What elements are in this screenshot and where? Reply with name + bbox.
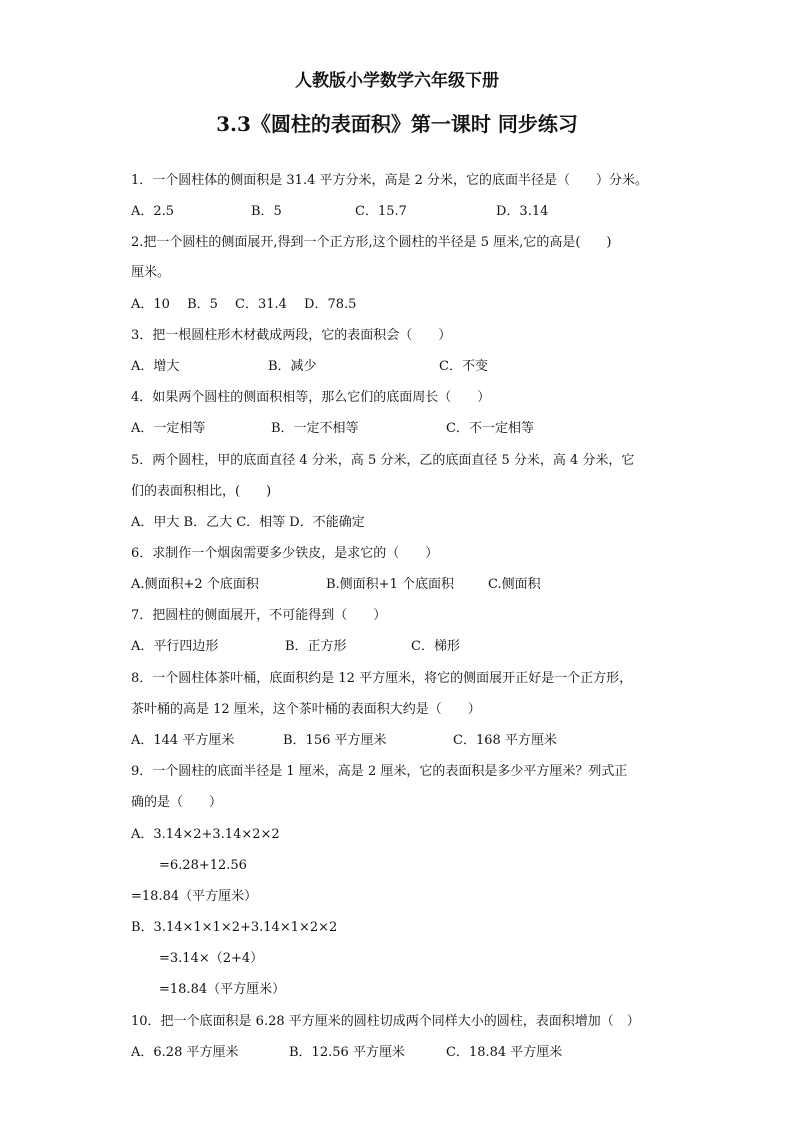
question-7-option-c: C．梯形 bbox=[411, 639, 460, 654]
question-5-text-line2: 们的表面积相比，( ) bbox=[131, 484, 272, 499]
question-1-option-d: D．3.14 bbox=[496, 204, 549, 219]
question-4-text: 4．如果两个圆柱的侧面积相等，那么它们的底面周长（ ） bbox=[131, 390, 491, 405]
question-5-options: A．甲大 B．乙大 C．相等 D．不能确定 bbox=[131, 515, 365, 530]
question-1-option-a: A．2.5 bbox=[131, 204, 175, 219]
question-9-option-a-line3: =18.84（平方厘米） bbox=[131, 889, 258, 904]
question-4-option-b: B．一定不相等 bbox=[271, 421, 359, 436]
question-1-text: 1．一个圆柱体的侧面积是 31.4 平方分米，高是 2 分米，它的底面半径是（ ）分米。 bbox=[131, 173, 649, 188]
question-9-option-a-line2: =6.28+12.56 bbox=[159, 858, 247, 873]
question-6-text: 6．求制作一个烟囱需要多少铁皮，是求它的（ ） bbox=[131, 546, 439, 561]
question-7-option-a: A．平行四边形 bbox=[131, 639, 219, 654]
question-10-option-c: C．18.84 平方厘米 bbox=[446, 1045, 563, 1060]
question-3-text: 3．把一根圆柱形木材截成两段，它的表面积会（ ） bbox=[131, 328, 452, 343]
question-9-option-b-line3: =18.84（平方厘米） bbox=[159, 982, 286, 997]
question-1-option-c: C．15.7 bbox=[355, 204, 407, 219]
question-10-text: 10．把一个底面积是 6.28 平方厘米的圆柱切成两个同样大小的圆柱，表面积增加（ ） bbox=[131, 1014, 640, 1029]
question-8-option-a: A．144 平方厘米 bbox=[131, 733, 235, 748]
question-3-option-b: B．减少 bbox=[268, 359, 317, 374]
question-3-option-a: A．增大 bbox=[131, 359, 180, 374]
document-subtitle: 3.3《圆柱的表面积》第一课时 同步练习 bbox=[216, 112, 578, 136]
question-2-text-line2: 厘米。 bbox=[131, 265, 171, 280]
question-10-option-b: B．12.56 平方厘米 bbox=[289, 1045, 405, 1060]
question-5-text-line1: 5．两个圆柱，甲的底面直径 4 分米，高 5 分米，乙的底面直径 5 分米，高 4 分米，它 bbox=[131, 453, 635, 468]
question-6-option-c: C.侧面积 bbox=[488, 577, 541, 592]
question-9-text-line2: 确的是（ ） bbox=[131, 795, 223, 810]
question-8-text-line1: 8．一个圆柱体茶叶桶，底面积约是 12 平方厘米，将它的侧面展开正好是一个正方形， bbox=[131, 671, 633, 686]
question-4-option-c: C．不一定相等 bbox=[446, 421, 534, 436]
question-8-option-b: B．156 平方厘米 bbox=[283, 733, 387, 748]
question-2-options: A．10 B．5 C．31.4 D．78.5 bbox=[131, 297, 357, 312]
question-4-option-a: A．一定相等 bbox=[131, 421, 206, 436]
question-2-text-line1: 2.把一个圆柱的侧面展开,得到一个正方形,这个圆柱的半径是 5 厘米,它的高是( ) bbox=[131, 235, 612, 250]
question-9-text-line1: 9．一个圆柱的底面半径是 1 厘米，高是 2 厘米，它的表面积是多少平方厘米？列式正 bbox=[131, 764, 628, 779]
question-8-text-line2: 茶叶桶的高是 12 厘米，这个茶叶桶的表面积大约是（ ） bbox=[131, 702, 481, 717]
question-6-option-a: A.侧面积+2 个底面积 bbox=[131, 577, 259, 592]
question-3-option-c: C．不变 bbox=[439, 359, 488, 374]
question-7-text: 7．把圆柱的侧面展开，不可能得到（ ） bbox=[131, 608, 387, 623]
document-title: 人教版小学数学六年级下册 bbox=[295, 71, 499, 91]
question-9-option-b-line1: B．3.14×1×1×2+3.14×1×2×2 bbox=[131, 920, 338, 935]
question-7-option-b: B．正方形 bbox=[285, 639, 347, 654]
question-10-option-a: A．6.28 平方厘米 bbox=[131, 1045, 239, 1060]
question-8-option-c: C．168 平方厘米 bbox=[453, 733, 557, 748]
question-9-option-b-line2: =3.14×（2+4） bbox=[159, 951, 264, 966]
question-1-option-b: B．5 bbox=[251, 204, 282, 219]
question-9-option-a-line1: A．3.14×2+3.14×2×2 bbox=[131, 827, 280, 842]
question-6-option-b: B.侧面积+1 个底面积 bbox=[326, 577, 454, 592]
